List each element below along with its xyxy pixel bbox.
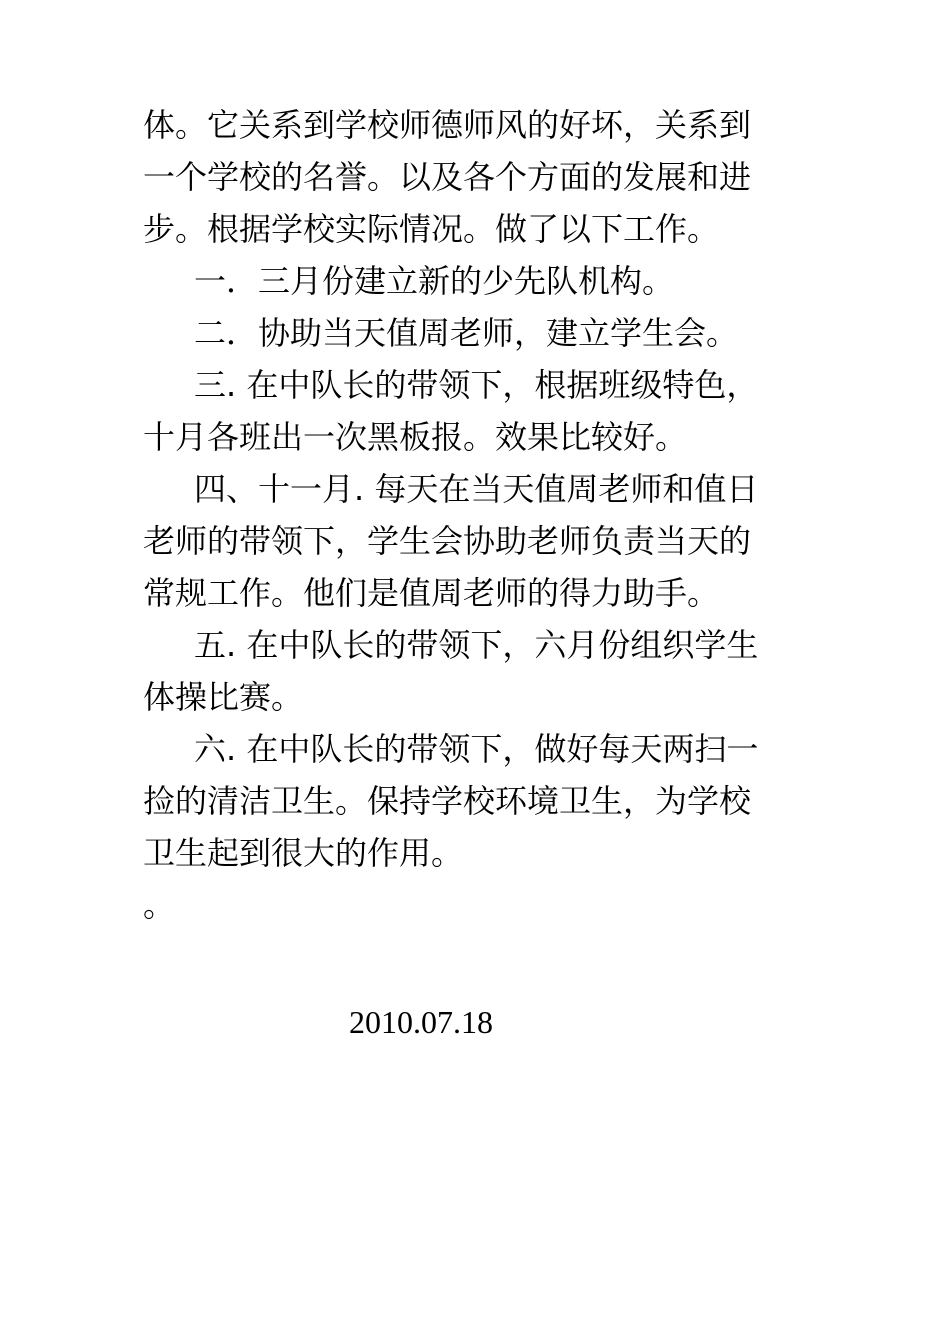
text-line: 卫生起到很大的作用。 (143, 834, 464, 872)
text-line: 一．三月份建立新的少先队机构。 (194, 262, 675, 300)
paragraph-trailing-mark (143, 879, 813, 931)
text-line: 十月各班出一次黑板报。效果比较好。 (143, 418, 688, 456)
paragraph-item-4 (143, 463, 813, 619)
text-line: 老师的带领下，学生会协助老师负责当天的 (143, 522, 752, 560)
text-line: 二．协助当天值周老师，建立学生会。 (194, 314, 739, 352)
text-line: 四、十一月. 每天在当天值周老师和值日 (194, 470, 759, 508)
text-line: 捡的清洁卫生。保持学校环境卫生，为学校 (143, 782, 752, 820)
text-line: 六. 在中队长的带领下，做好每天两扫一 (194, 730, 759, 768)
paragraph-intro (143, 99, 813, 255)
text-line: 。 (143, 886, 176, 924)
document-body (143, 99, 813, 931)
text-line: 体。它关系到学校师德师风的好坏，关系到 (143, 106, 752, 144)
paragraph-item-3 (143, 359, 813, 463)
document-date: 2010.07.18 (349, 1004, 493, 1040)
paragraph-item-5 (143, 619, 813, 723)
paragraph-item-1 (143, 255, 813, 307)
text-line: 一个学校的名誉。以及各个方面的发展和进 (143, 158, 752, 196)
text-line: 常规工作。他们是值周老师的得力助手。 (143, 574, 720, 612)
text-line: 体操比赛。 (143, 678, 304, 716)
text-line: 五. 在中队长的带领下，六月份组织学生 (194, 626, 759, 664)
text-line: 步。根据学校实际情况。做了以下工作。 (143, 210, 720, 248)
text-line: 三. 在中队长的带领下，根据班级特色， (194, 366, 759, 404)
paragraph-item-6 (143, 723, 813, 879)
paragraph-item-2 (143, 307, 813, 359)
